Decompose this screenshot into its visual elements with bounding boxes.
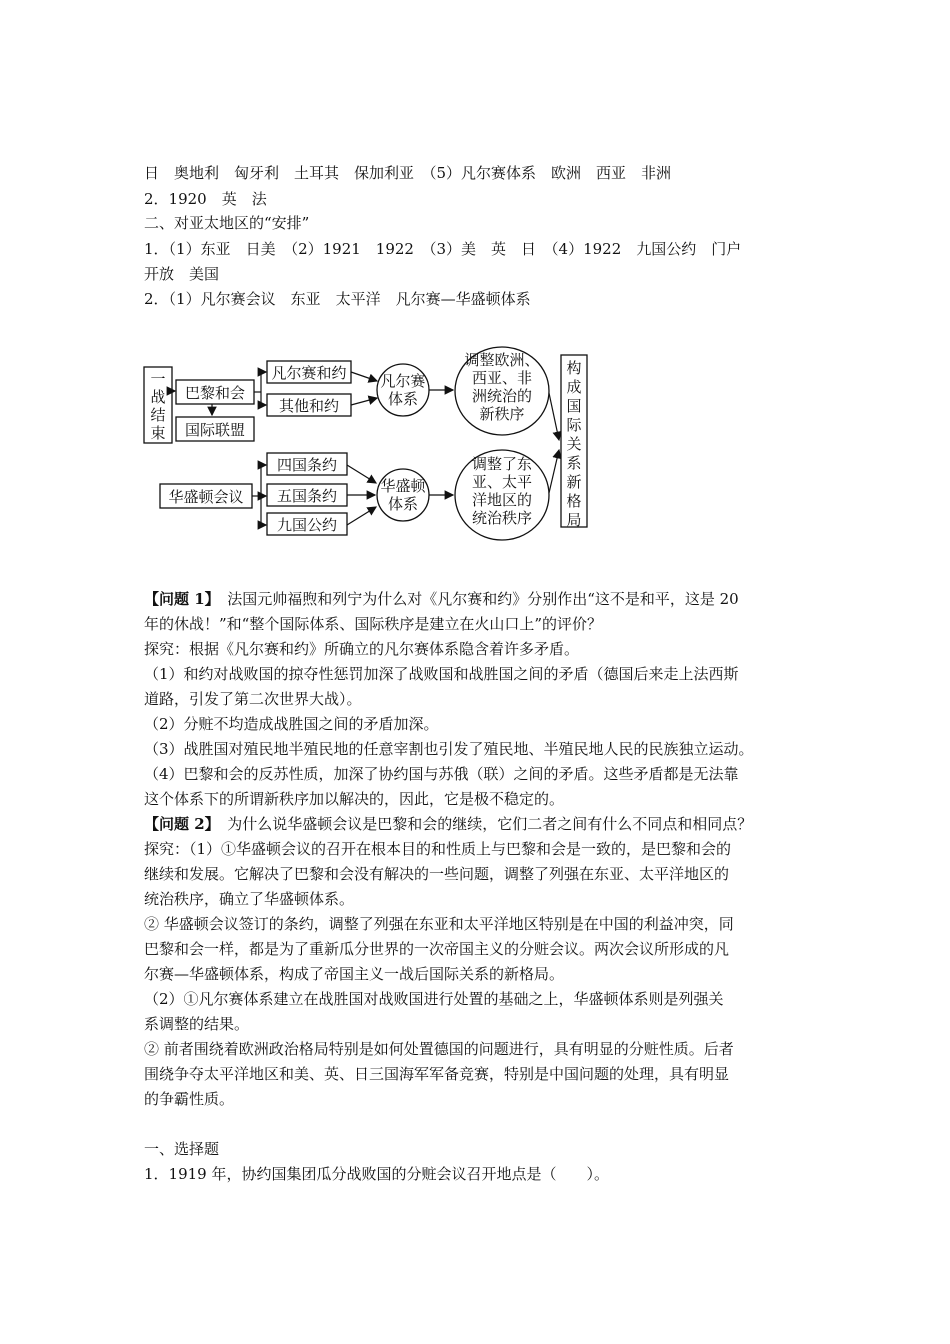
svg-text:四国条约: 四国条约: [276, 456, 338, 474]
q1-point-1a: （1）和约对战败国的掠夺性惩罚加深了战败国和战胜国之间的矛盾（德国后来走上法西斯: [144, 665, 739, 683]
start-char: 结: [150, 406, 166, 424]
q2-text: 为什么说华盛顿会议是巴黎和会的继续，它们二者之间有什么不同点和相同点？: [227, 815, 753, 833]
svg-text:五国条约: 五国条约: [276, 487, 338, 505]
q1-line-1: [144, 589, 739, 609]
flow-diagram: [140, 345, 600, 545]
q2-explore-4c: 的争霸性质。: [144, 1090, 235, 1108]
other-treaties-box: [267, 394, 351, 416]
answer-line-3: 1．（1）东亚 日美 （2）1921 1922 （3）美 英 日 （4）1922 九国公约 门户: [144, 240, 742, 258]
q2-line-1: [144, 814, 752, 834]
svg-text:凡尔赛: 凡尔赛: [380, 372, 426, 390]
q2-explore-3a: （2）①凡尔赛体系建立在战胜国对战败国进行处置的基础之上，华盛顿体系则是列强关: [144, 990, 724, 1008]
q1-point-3: （3）战胜国对殖民地半殖民地的任意宰割也引发了殖民地、半殖民地人民的民族独立运动。: [144, 740, 754, 758]
q1-point-4a: （4）巴黎和会的反苏性质，加深了协约国与苏俄（联）之间的矛盾。这些矛盾都是无法靠: [144, 765, 739, 783]
five-power-treaty-box: [267, 484, 347, 506]
versailles-system-circle: [377, 364, 429, 416]
q2-explore-1c: 统治秩序，确立了华盛顿体系。: [144, 890, 355, 908]
start-char: 一: [150, 370, 166, 388]
q2-explore-3b: 系调整的结果。: [144, 1015, 250, 1033]
svg-text:九国公约: 九国公约: [276, 516, 338, 534]
svg-text:凡尔赛和约: 凡尔赛和约: [271, 364, 347, 382]
section-2-title: 二、对亚太地区的“安排”: [144, 214, 310, 232]
svg-text:新: 新: [566, 473, 582, 491]
start-char: 束: [150, 424, 166, 442]
svg-text:关: 关: [566, 435, 582, 453]
svg-text:华盛顿会议: 华盛顿会议: [168, 488, 244, 506]
svg-text:统治秩序: 统治秩序: [471, 509, 533, 527]
svg-text:西亚、非: 西亚、非: [471, 369, 533, 387]
q1-title: 【问题 1】: [144, 590, 213, 608]
svg-text:洋地区的: 洋地区的: [471, 491, 533, 509]
paris-peace-conference-box: [176, 380, 254, 404]
result-box: [561, 355, 587, 529]
svg-text:其他和约: 其他和约: [278, 397, 340, 415]
q2-explore-2b: 巴黎和会一样，都是为了重新瓜分世界的一次帝国主义的分赃会议。两次会议所形成的凡: [144, 940, 730, 958]
start-box: [144, 367, 172, 443]
start-char: 战: [150, 388, 166, 406]
svg-text:调整了东: 调整了东: [471, 455, 533, 473]
svg-text:格: 格: [566, 492, 582, 510]
svg-text:华盛顿: 华盛顿: [380, 477, 426, 495]
exercise-section-title: 一、选择题: [144, 1140, 220, 1158]
svg-text:巴黎和会: 巴黎和会: [184, 384, 246, 402]
q2-explore-1b: 继续和发展。它解决了巴黎和会没有解决的一些问题，调整了列强在东亚、太平洋地区的: [144, 865, 730, 883]
q1-point-2: （2）分赃不均造成战胜国之间的矛盾加深。: [144, 715, 439, 733]
svg-text:成: 成: [566, 378, 582, 396]
answer-line-4: 开放 美国: [144, 265, 220, 283]
svg-text:际: 际: [566, 416, 582, 434]
asia-order-ellipse: [455, 450, 549, 540]
svg-text:体系: 体系: [387, 495, 419, 513]
four-power-treaty-box: [267, 453, 347, 475]
svg-text:洲统治的: 洲统治的: [471, 387, 533, 405]
q2-explore-2a: ② 华盛顿会议签订的条约，调整了列强在东亚和太平洋地区特别是在中国的利益冲突，同: [144, 915, 734, 933]
svg-text:构: 构: [566, 359, 582, 377]
svg-text:国际联盟: 国际联盟: [184, 421, 246, 439]
versailles-treaty-box: [267, 361, 351, 383]
exercise-question-1: 1．1919 年，协约国集团瓜分战败国的分赃会议召开地点是（ ）。: [144, 1165, 609, 1183]
q1-explore: 探究：根据《凡尔赛和约》所确立的凡尔赛体系隐含着许多矛盾。: [144, 640, 580, 658]
answer-line-5: 2．（1）凡尔赛会议 东亚 太平洋 凡尔赛—华盛顿体系: [144, 290, 531, 308]
washington-system-circle: [377, 469, 429, 521]
svg-text:局: 局: [566, 511, 582, 529]
europe-order-ellipse: [455, 347, 549, 435]
q1-point-4b: 这个体系下的所谓新秩序加以解决的，因此，它是极不稳定的。: [144, 790, 565, 808]
svg-text:新秩序: 新秩序: [479, 405, 525, 423]
svg-text:国: 国: [566, 397, 582, 415]
svg-text:调整欧洲、: 调整欧洲、: [464, 351, 540, 369]
q1-line-2: 年的休战！”和“整个国际体系、国际秩序是建立在火山口上”的评价？: [144, 615, 603, 633]
q1-text: 法国元帅福煦和列宁为什么对《凡尔赛和约》分别作出“这不是和平，这是 20: [227, 590, 739, 608]
q2-explore-4a: ② 前者围绕着欧洲政治格局特别是如何处置德国的问题进行，具有明显的分赃性质。后者: [144, 1040, 734, 1058]
league-of-nations-box: [176, 417, 254, 441]
nine-power-treaty-box: [267, 513, 347, 535]
svg-text:系: 系: [566, 454, 582, 472]
q2-explore-2c: 尔赛—华盛顿体系，构成了帝国主义一战后国际关系的新格局。: [144, 965, 565, 983]
svg-text:亚、太平: 亚、太平: [471, 473, 533, 491]
washington-conference-box: [160, 484, 252, 508]
svg-text:体系: 体系: [387, 390, 419, 408]
answer-line-1: 日 奥地利 匈牙利 土耳其 保加利亚 （5）凡尔赛体系 欧洲 西亚 非洲: [144, 164, 672, 182]
q2-explore-1a: 探究：（1）①华盛顿会议的召开在根本目的和性质上与巴黎和会是一致的，是巴黎和会的: [144, 840, 732, 858]
answer-line-2: 2．1920 英 法: [144, 190, 267, 208]
q2-explore-4b: 围绕争夺太平洋地区和美、英、日三国海军军备竞赛，特别是中国问题的处理，具有明显: [144, 1065, 730, 1083]
q2-title: 【问题 2】: [144, 815, 213, 833]
q1-point-1b: 道路，引发了第二次世界大战）。: [144, 690, 362, 708]
